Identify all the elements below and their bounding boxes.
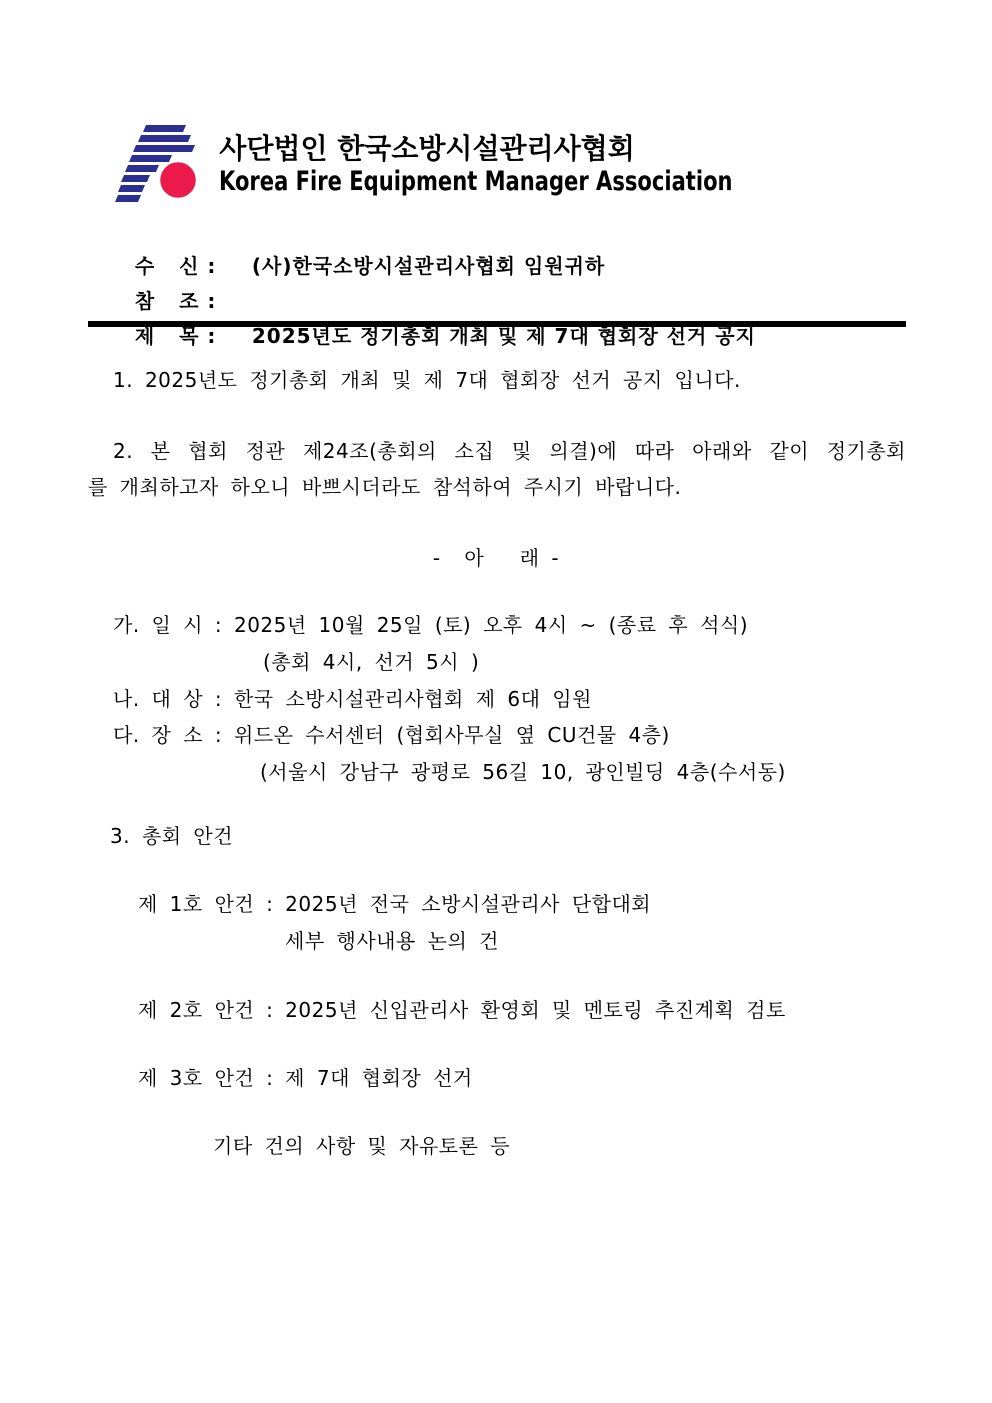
paragraph-2-line-2: 를 개최하고자 하오니 바쁘시더라도 참석하여 주시기 바랍니다. (88, 475, 682, 499)
subject-row (103, 296, 756, 373)
agenda-item-1-line-2: 세부 행사내용 논의 건 (285, 929, 499, 953)
paragraph-1: 1. 2025년도 정기총회 개최 및 제 7대 협회장 선거 공지 입니다. (113, 368, 741, 392)
below-marker: - 아 래 - (432, 546, 560, 570)
fire-association-logo-icon (114, 123, 209, 205)
agenda-item-1-line-1: 제 1호 안건 : 2025년 전국 소방시설관리사 단합대회 (138, 892, 652, 916)
paragraph-2-line-1: 2. 본 협회 정관 제24조(총회의 소집 및 의결)에 따라 아래와 같이 정기총회 (113, 439, 906, 463)
reference-label: 참 조 : (134, 289, 217, 313)
recipient-value: (사)한국소방시설관리사협회 임원귀하 (251, 254, 606, 278)
logo-text-block (219, 131, 877, 197)
item-date-time-detail: (총회 4시, 선거 5시 ) (263, 650, 480, 674)
association-logo (0, 123, 992, 205)
recipient-label: 수 신 : (134, 254, 217, 278)
logo-red-circle (159, 161, 197, 199)
agenda-item-2: 제 2호 안건 : 2025년 신입관리사 환영회 및 멘토링 추진계획 검토 (138, 998, 786, 1022)
subject-label: 제 목 : (134, 324, 217, 348)
item-date-time: 가. 일 시 : 2025년 10월 25일 (토) 오후 4시 ~ (종료 후 석식) (113, 613, 749, 637)
misc-discussion-line: 기타 건의 사항 및 자유토론 등 (213, 1134, 511, 1158)
subject-value: 2025년도 정기총회 개최 및 제 7대 협회장 선거 공지 (251, 324, 756, 348)
item-target: 나. 대 상 : 한국 소방시설관리사협회 제 6대 임원 (113, 687, 592, 711)
agenda-heading: 3. 총회 안건 (110, 824, 234, 848)
association-name-korean: 사단법인 한국소방시설관리사협회 (219, 132, 635, 165)
association-name-english: Korea Fire Equipment Manager Association (219, 166, 733, 197)
agenda-item-3: 제 3호 안건 : 제 7대 협회장 선거 (138, 1066, 473, 1090)
item-venue-address: (서울시 강남구 광평로 56길 10, 광인빌딩 4층(수서동) (260, 760, 786, 784)
header-divider-rule (88, 321, 906, 327)
item-venue: 다. 장 소 : 위드온 수서센터 (협회사무실 옆 CU건물 4층) (113, 723, 670, 747)
